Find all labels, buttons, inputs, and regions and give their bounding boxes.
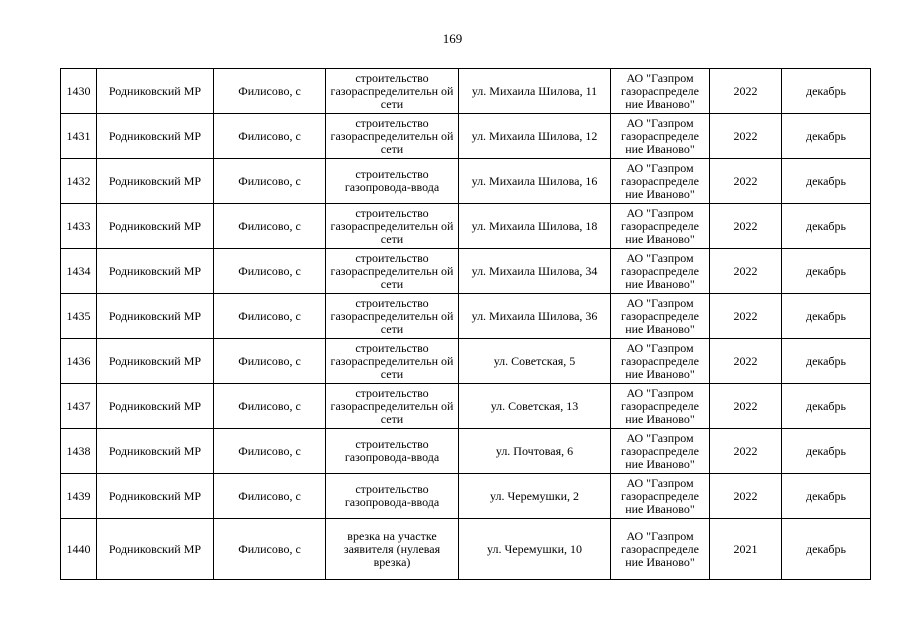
table-row bbox=[61, 204, 871, 249]
row-number: 1432 bbox=[61, 159, 97, 204]
month-cell: декабрь bbox=[782, 159, 871, 204]
address-cell: ул. Почтовая, 6 bbox=[459, 429, 611, 474]
row-number: 1438 bbox=[61, 429, 97, 474]
work-type-cell: строительство газопровода-ввода bbox=[326, 474, 459, 519]
address-cell: ул. Черемушки, 10 bbox=[459, 519, 611, 580]
year-cell: 2022 bbox=[710, 204, 782, 249]
page-number: 169 bbox=[442, 31, 463, 46]
month-cell: декабрь bbox=[782, 114, 871, 159]
settlement-cell: Филисово, с bbox=[214, 294, 326, 339]
work-type-cell: строительство газораспределительн ой сети bbox=[326, 294, 459, 339]
work-type-cell: строительство газораспределительн ой сети bbox=[326, 384, 459, 429]
settlement-cell: Филисово, с bbox=[214, 114, 326, 159]
table-row bbox=[61, 384, 871, 429]
row-number: 1430 bbox=[61, 69, 97, 114]
work-type-cell: строительство газораспределительн ой сети bbox=[326, 204, 459, 249]
work-type-cell: строительство газопровода-ввода bbox=[326, 429, 459, 474]
work-type-cell: врезка на участке заявителя (нулевая врезка) bbox=[326, 519, 459, 580]
organization-cell: АО "Газпром газораспределе ние Иваново" bbox=[611, 294, 710, 339]
table-row bbox=[61, 429, 871, 474]
table-row bbox=[61, 159, 871, 204]
district-cell: Родниковский МР bbox=[97, 339, 214, 384]
row-number: 1437 bbox=[61, 384, 97, 429]
table-row bbox=[61, 474, 871, 519]
address-cell: ул. Черемушки, 2 bbox=[459, 474, 611, 519]
month-cell: декабрь bbox=[782, 249, 871, 294]
month-cell: декабрь bbox=[782, 339, 871, 384]
year-cell: 2022 bbox=[710, 384, 782, 429]
year-cell: 2022 bbox=[710, 294, 782, 339]
table-row bbox=[61, 339, 871, 384]
settlement-cell: Филисово, с bbox=[214, 159, 326, 204]
district-cell: Родниковский МР bbox=[97, 204, 214, 249]
organization-cell: АО "Газпром газораспределе ние Иваново" bbox=[611, 429, 710, 474]
month-cell: декабрь bbox=[782, 519, 871, 580]
district-cell: Родниковский МР bbox=[97, 249, 214, 294]
address-cell: ул. Михаила Шилова, 36 bbox=[459, 294, 611, 339]
year-cell: 2022 bbox=[710, 249, 782, 294]
month-cell: декабрь bbox=[782, 429, 871, 474]
month-cell: декабрь bbox=[782, 69, 871, 114]
table-row bbox=[61, 519, 871, 580]
address-cell: ул. Михаила Шилова, 18 bbox=[459, 204, 611, 249]
year-cell: 2022 bbox=[710, 474, 782, 519]
month-cell: декабрь bbox=[782, 294, 871, 339]
row-number: 1440 bbox=[61, 519, 97, 580]
district-cell: Родниковский МР bbox=[97, 429, 214, 474]
work-type-cell: строительство газораспределительн ой сети bbox=[326, 114, 459, 159]
year-cell: 2022 bbox=[710, 429, 782, 474]
gasification-table bbox=[60, 68, 871, 580]
settlement-cell: Филисово, с bbox=[214, 429, 326, 474]
address-cell: ул. Михаила Шилова, 16 bbox=[459, 159, 611, 204]
row-number: 1435 bbox=[61, 294, 97, 339]
table-row bbox=[61, 69, 871, 114]
settlement-cell: Филисово, с bbox=[214, 339, 326, 384]
organization-cell: АО "Газпром газораспределе ние Иваново" bbox=[611, 519, 710, 580]
year-cell: 2022 bbox=[710, 159, 782, 204]
row-number: 1434 bbox=[61, 249, 97, 294]
organization-cell: АО "Газпром газораспределе ние Иваново" bbox=[611, 114, 710, 159]
year-cell: 2022 bbox=[710, 69, 782, 114]
settlement-cell: Филисово, с bbox=[214, 519, 326, 580]
district-cell: Родниковский МР bbox=[97, 474, 214, 519]
district-cell: Родниковский МР bbox=[97, 159, 214, 204]
table-row bbox=[61, 249, 871, 294]
district-cell: Родниковский МР bbox=[97, 114, 214, 159]
work-type-cell: строительство газораспределительн ой сети bbox=[326, 339, 459, 384]
settlement-cell: Филисово, с bbox=[214, 69, 326, 114]
district-cell: Родниковский МР bbox=[97, 69, 214, 114]
organization-cell: АО "Газпром газораспределе ние Иваново" bbox=[611, 204, 710, 249]
row-number: 1431 bbox=[61, 114, 97, 159]
address-cell: ул. Советская, 13 bbox=[459, 384, 611, 429]
table-body bbox=[61, 69, 871, 580]
year-cell: 2022 bbox=[710, 114, 782, 159]
address-cell: ул. Михаила Шилова, 12 bbox=[459, 114, 611, 159]
year-cell: 2022 bbox=[710, 339, 782, 384]
organization-cell: АО "Газпром газораспределе ние Иваново" bbox=[611, 339, 710, 384]
settlement-cell: Филисово, с bbox=[214, 474, 326, 519]
district-cell: Родниковский МР bbox=[97, 519, 214, 580]
month-cell: декабрь bbox=[782, 204, 871, 249]
month-cell: декабрь bbox=[782, 384, 871, 429]
address-cell: ул. Михаила Шилова, 11 bbox=[459, 69, 611, 114]
settlement-cell: Филисово, с bbox=[214, 204, 326, 249]
year-cell: 2021 bbox=[710, 519, 782, 580]
district-cell: Родниковский МР bbox=[97, 294, 214, 339]
organization-cell: АО "Газпром газораспределе ние Иваново" bbox=[611, 69, 710, 114]
district-cell: Родниковский МР bbox=[97, 384, 214, 429]
row-number: 1436 bbox=[61, 339, 97, 384]
organization-cell: АО "Газпром газораспределе ние Иваново" bbox=[611, 159, 710, 204]
table-row bbox=[61, 294, 871, 339]
work-type-cell: строительство газораспределительн ой сети bbox=[326, 69, 459, 114]
address-cell: ул. Советская, 5 bbox=[459, 339, 611, 384]
table-row bbox=[61, 114, 871, 159]
settlement-cell: Филисово, с bbox=[214, 249, 326, 294]
work-type-cell: строительство газопровода-ввода bbox=[326, 159, 459, 204]
settlement-cell: Филисово, с bbox=[214, 384, 326, 429]
organization-cell: АО "Газпром газораспределе ние Иваново" bbox=[611, 474, 710, 519]
organization-cell: АО "Газпром газораспределе ние Иваново" bbox=[611, 384, 710, 429]
work-type-cell: строительство газораспределительн ой сети bbox=[326, 249, 459, 294]
row-number: 1439 bbox=[61, 474, 97, 519]
organization-cell: АО "Газпром газораспределе ние Иваново" bbox=[611, 249, 710, 294]
row-number: 1433 bbox=[61, 204, 97, 249]
address-cell: ул. Михаила Шилова, 34 bbox=[459, 249, 611, 294]
month-cell: декабрь bbox=[782, 474, 871, 519]
